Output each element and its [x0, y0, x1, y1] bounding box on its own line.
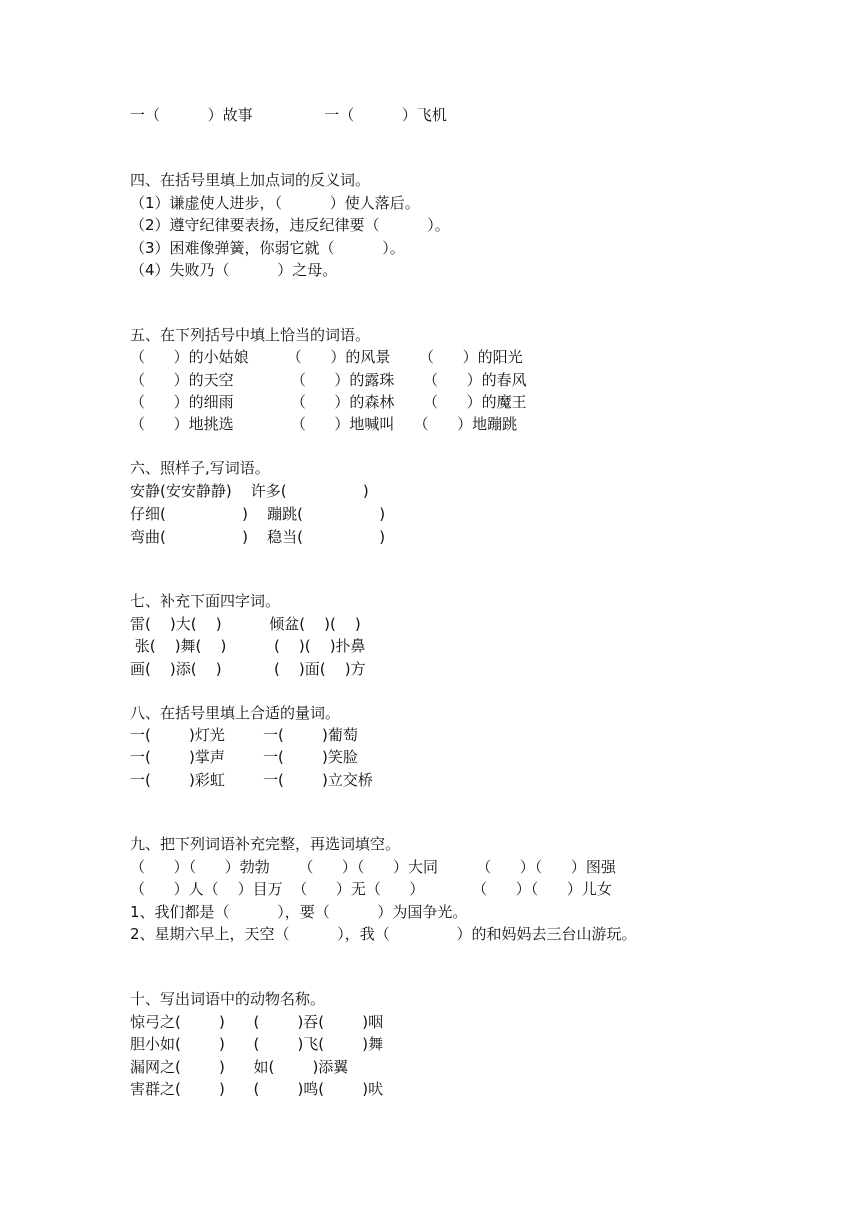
section-6-row-2: 仔细( ) 蹦跳( )	[130, 505, 386, 523]
section-9-row-2: （ ）人（ ）目万 （ ）无（ ） （ ）（ ）儿女	[130, 880, 612, 898]
section-9-row-1: （ ）（ ）勃勃 （ ）（ ）大同 （ ）（ ）图强	[130, 858, 616, 876]
section-8-row-1: 一( )灯光 一( )葡萄	[130, 726, 358, 744]
section-5-heading: 五、在下列括号中填上恰当的词语。	[130, 326, 371, 344]
section-9-heading: 九、把下列词语补充完整，再选词填空。	[130, 835, 401, 853]
section-6-row-3: 弯曲( ) 稳当( )	[130, 528, 386, 546]
section-7-row-1: 雷( )大( ) 倾盆( )( )	[130, 615, 361, 633]
section-10-row-4: 害群之( ) ( )鸣( )吠	[130, 1080, 384, 1098]
section-4-heading: 四、在括号里填上加点词的反义词。	[130, 171, 371, 189]
section-9-question-1: 1、我们都是（ ），要（ ）为国争光。	[130, 903, 468, 921]
section-6-row-1: 安静(安安静静) 许多( )	[130, 482, 369, 500]
section-5-row-3: （ ）的细雨 （ ）的森林 （ ）的魔王	[130, 393, 527, 411]
section-10-row-1: 惊弓之( ) ( )吞( )咽	[130, 1013, 384, 1031]
section-5-row-1: （ ）的小姑娘 （ ）的风景 （ ）的阳光	[130, 348, 523, 366]
section-7-row-2: 张( )舞( ) ( )( )扑鼻	[130, 637, 366, 655]
section-5-row-4: （ ）地挑选 （ ）地喊叫 （ ）地蹦跳	[130, 415, 518, 433]
section-4-question-2: （2）遵守纪律要表扬，违反纪律要（ ）。	[130, 216, 450, 234]
section-8-row-3: 一( )彩虹 一( )立交桥	[130, 771, 373, 789]
section-8-heading: 八、在括号里填上合适的量词。	[130, 704, 341, 722]
section-7-row-3: 画( )添( ) ( )面( )方	[130, 660, 366, 678]
section-9-question-2: 2、星期六早上，天空（ ），我（ ）的和妈妈去三台山游玩。	[130, 925, 637, 943]
section-6-heading: 六、照样子,写词语。	[130, 459, 270, 477]
section-7-heading: 七、补充下面四字词。	[130, 592, 281, 610]
section-4-question-4: （4）失败乃（ ）之母。	[130, 261, 338, 279]
section-10-heading: 十、写出词语中的动物名称。	[130, 990, 326, 1008]
section-5-row-2: （ ）的天空 （ ）的露珠 （ ）的春风	[130, 371, 527, 389]
section-4-question-1: （1）谦虚使人进步，（ ）使人落后。	[130, 194, 420, 212]
fill-line-top: 一（ ）故事 一（ ）飞机	[130, 106, 447, 124]
section-10-row-2: 胆小如( ) ( )飞( )舞	[130, 1035, 384, 1053]
section-8-row-2: 一( )掌声 一( )笑脸	[130, 748, 358, 766]
section-4-question-3: （3）困难像弹簧，你弱它就（ ）。	[130, 239, 405, 257]
section-10-row-3: 漏网之( ) 如( )添翼	[130, 1058, 349, 1076]
